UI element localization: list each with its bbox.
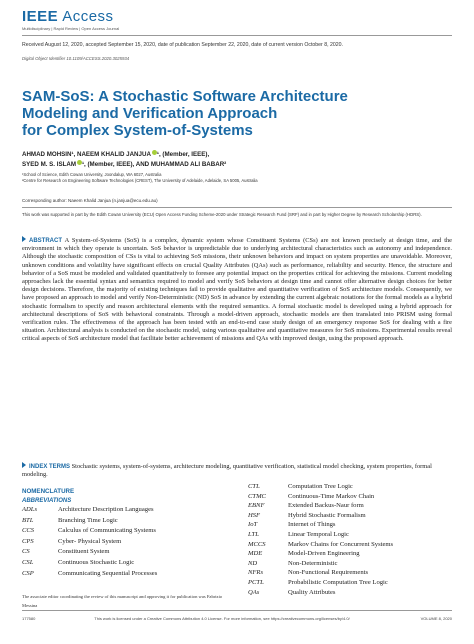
journal-logo: [22, 8, 114, 25]
author-list: [22, 150, 452, 170]
abbrev-key: BTL: [22, 516, 34, 524]
abbrev-key: PCTL: [248, 579, 264, 586]
publication-dates: Received August 12, 2020, accepted September 15, 2020, date of publication September 22, 2020, date of current version October 8, 2020.: [22, 42, 343, 48]
abbrev-key: NFRs: [248, 569, 264, 577]
abbrev-row: [22, 506, 154, 513]
abbrev-key: CTL: [248, 483, 260, 490]
page-number: 177580: [22, 616, 36, 621]
authors-line-suffix: ¹, (Member, IEEE), AND MUHAMMAD ALI BABAR²: [81, 161, 227, 168]
abbrev-value: Cyber- Physical System: [58, 537, 122, 545]
title-line: for Complex System-of-Systems: [22, 122, 253, 139]
paper-title: [22, 88, 452, 139]
divider: [22, 207, 452, 208]
nomenclature-heading: NOMENCLATURE: [22, 488, 75, 495]
abbrev-row: [248, 579, 388, 586]
index-terms-text: Stochastic systems, system-of-systems, architecture modeling, quantitative verification, statistical model checking, system properties, formal modeling.: [22, 463, 432, 479]
abbrev-row: [248, 550, 360, 557]
abbrev-key: MDE: [248, 550, 263, 558]
abbrev-key: CSL: [22, 559, 34, 566]
authors-line: AHMAD MOHSIN¹, NAEEM KHALID JANJUA: [22, 151, 151, 158]
logo-access: Access: [62, 8, 114, 25]
affiliations: [22, 172, 452, 184]
abbrev-row: [248, 493, 374, 500]
abbrev-key: EBNF: [248, 502, 265, 510]
abbrev-value: Internet of Things: [288, 521, 336, 529]
abbrev-row: [248, 569, 368, 576]
abbrev-row: [248, 589, 335, 596]
abbrev-key: ADLs: [22, 506, 38, 513]
abbrev-row: [248, 541, 393, 548]
abstract: [22, 236, 452, 344]
abbrev-value: Hybrid Stochastic Formalism: [288, 511, 366, 519]
index-terms-heading: INDEX TERMS: [29, 464, 71, 470]
authors-line-suffix: ¹, (Member, IEEE),: [156, 151, 210, 158]
abbrev-key: IoT: [248, 521, 258, 529]
abbrev-value: Extended Backus-Naur form: [288, 502, 364, 510]
abbrev-row: [22, 570, 157, 577]
index-terms: [22, 462, 452, 479]
footer-rule: [22, 610, 452, 611]
abbrev-key: MCCS: [248, 540, 266, 548]
abbrev-row: [248, 560, 337, 567]
abbrev-row: [248, 512, 366, 519]
abstract-heading: ABSTRACT: [29, 238, 62, 244]
abbrev-value: Communicating Sequential Processes: [58, 569, 158, 577]
abbrev-row: [22, 517, 118, 524]
abbrev-value: Branching Time Logic: [58, 516, 118, 524]
abbrev-value: Model-Driven Engineering: [288, 550, 360, 558]
triangle-bullet-icon: [22, 462, 26, 468]
header-rule: [22, 35, 452, 36]
abstract-text: A System-of-Systems (SoS) is a complex, dynamic system whose Constituent Systems (CSs) are not known precisely at design time, and the environment in which they operate is uncertain. SoS behavior is unpredictable due to underlying architectural characteristics such as autonomy and independence. Although the stochastic composition of CSs is vital to achieving SoS missions, their unknown behaviors and impact on system properties are unavoidable. Moreover, unknown conditions and volatility have significant effects on crucial Quality Attributes (QAs) such as performance, reliability and security. Hence, the structure and behavior of a SoS must be modeled and validated quantitatively to foresee any potential impact on the properties critical for achieving the missions. Current modeling approaches lack the essential syntax and semantics required to model and verify SoS behaviors at design time and cannot offer alternative design choices for better design decisions. Therefore, the majority of existing techniques fail to provide qualitative and quantitative verification of SoS architecture models. Consequently, we have proposed an approach to model and verify Non-Deterministic (ND) SoS in advance by extending the current algebraic notations for the formal models as a hybrid stochastic formalism to specify and reason architectural elements with the required semantics. A formal stochastic model is developed using a hybrid approach for architectural descriptions of SoS with behavioral constraints. Through a model-driven approach, stochastic models are then translated into PRISM using formal verification rules. The effectiveness of the approach has been tested with an end-to-end case study design of an emergency response SoS for dealing with a fire situation. Architectural analysis is conducted on the stochastic model, using various qualitative and quantitative measures for SoS missions. Experimental results reveal critical aspects of SoS architecture model that facilitate better achievement of missions and QAs with improved design, using the proposed approach.: [22, 237, 452, 343]
logo-subtitle: Multidisciplinary | Rapid Review | Open Access Journal: [22, 26, 120, 31]
abbrev-key: HSF: [248, 511, 261, 519]
abbrev-key: CSP: [22, 569, 34, 577]
abbrev-row: [248, 502, 364, 509]
authors-line: SYED M. S. ISLAM: [22, 161, 76, 168]
abbrev-key: QAs: [248, 588, 260, 596]
abbrev-key: CTMC: [248, 492, 266, 500]
logo-ieee: IEEE: [22, 8, 59, 25]
abbrev-value: Quality Attributes: [288, 588, 336, 596]
abbrev-value: Continuous-Time Markov Chain: [288, 492, 375, 500]
abbrev-value: Markov Chains for Concurrent Systems: [288, 540, 394, 548]
title-line: SAM-SoS: A Stochastic Software Architecture: [22, 88, 348, 105]
abbrev-row: [22, 548, 109, 555]
abbrev-key: CS: [22, 548, 30, 556]
abbrev-row: [248, 531, 349, 538]
abbrev-value: Non-Functional Requirements: [288, 569, 369, 577]
abbrev-key: CCS: [22, 527, 35, 535]
abbrev-value: Calculus of Communicating Systems: [58, 527, 156, 535]
abbrev-row: [248, 483, 353, 490]
license-text: This work is licensed under a Creative Commons Attribution 4.0 License. For more information, see https://creativecommons.org/licenses/by/4.0/: [94, 616, 350, 621]
abbrev-value: Architecture Description Languages: [58, 506, 154, 513]
abbrev-value: Computation Tree Logic: [288, 483, 353, 490]
abbrev-value: Probabilistic Computation Tree Logic: [288, 579, 388, 586]
abbrev-row: [22, 559, 134, 566]
abbrev-key: ND: [248, 559, 258, 567]
doi: Digital Object Identifier 10.1109/ACCESS.2020.3025934: [22, 56, 130, 61]
abbrev-value: Non-Deterministic: [288, 559, 338, 567]
abbreviations-heading: ABBREVIATIONS: [22, 498, 72, 504]
abbrev-key: LTL: [248, 531, 259, 538]
corresponding-author: Corresponding author: Naeem Khalid Janjua (n.janjua@ecu.edu.au): [22, 198, 158, 203]
abbrev-value: Constituent System: [58, 548, 110, 556]
volume-label: VOLUME 8, 2020: [420, 616, 452, 621]
triangle-bullet-icon: [22, 236, 26, 242]
editor-note: The associate editor coordinating the review of this manuscript and approving it for publication was Fabrizio Messina: [22, 594, 223, 608]
abbrev-row: [22, 538, 121, 545]
affiliation: ¹School of Science, Edith Cowan University, Joondalup, WA 6027, Australia: [22, 172, 162, 177]
abbrev-key: CPS: [22, 537, 34, 545]
abbrev-value: Continuous Stochastic Logic: [58, 559, 135, 566]
affiliation: ²Centre for Research on Engineering Software Technologies (CREST), The University of Adelaide, Adelaide, SA 5005, Australia: [22, 178, 258, 183]
funding-note: This work was supported in part by the Edith Cowan University (ECU) Open Access Funding Scheme-2020 under Strategic Research Fund (SRF) and in part by Higher Degree by Research Scholarship (HDRS).: [22, 212, 422, 217]
title-line: Modeling and Verification Approach: [22, 105, 278, 122]
abbrev-value: Linear Temporal Logic: [288, 531, 349, 538]
abbrev-row: [248, 521, 336, 528]
abbrev-row: [22, 527, 156, 534]
